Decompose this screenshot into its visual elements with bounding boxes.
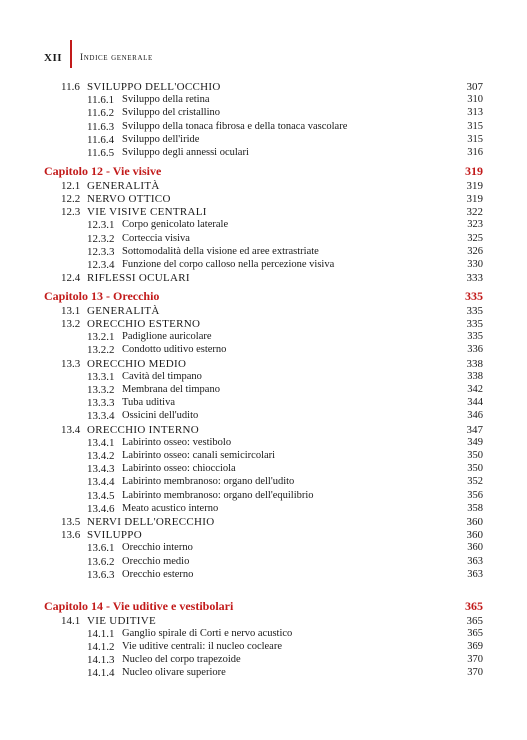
entry-title: Labirinto membranoso: organo dell'equilibrio (122, 489, 314, 501)
entry-title: Capitolo 14 - Vie uditive e vestibolari (44, 599, 234, 613)
subsection-entry (0, 568, 527, 582)
header-divider (70, 40, 72, 68)
entry-title: VIE UDITIVE (87, 614, 156, 627)
subsection-entry (0, 396, 527, 410)
entry-title: Orecchio esterno (122, 568, 194, 580)
entry-page-number: 346 (467, 410, 483, 422)
entry-number: 11.6.4 (87, 133, 115, 146)
entry-page-number: 365 (467, 627, 483, 639)
section-entry (0, 304, 527, 318)
section-entry (0, 528, 527, 542)
entry-number: 13.4.5 (87, 489, 115, 502)
entry-page-number: 352 (467, 476, 483, 488)
entry-number: 12.3.1 (87, 219, 115, 232)
subsection-entry (0, 555, 527, 569)
entry-page-number: 370 (467, 667, 483, 679)
entry-number: 12.1 (61, 179, 81, 192)
entry-number: 13.6.3 (87, 568, 115, 581)
entry-page-number: 342 (467, 384, 483, 395)
entry-number: 13.3 (61, 357, 81, 370)
entry-number: 13.6.2 (87, 555, 115, 568)
subsection-entry (0, 218, 527, 232)
entry-number: 13.3.3 (87, 397, 115, 410)
entry-title: Vie uditive centrali: il nucleo cocleare (122, 640, 283, 652)
subsection-entry (0, 330, 527, 344)
section-entry (0, 192, 527, 206)
entry-number: 13.6 (61, 529, 81, 542)
entry-title: Corteccia visiva (122, 232, 190, 244)
page-number: XII (44, 52, 63, 64)
entry-number: 11.6.2 (87, 107, 115, 120)
subsection-entry (0, 258, 527, 272)
entry-page-number: 349 (467, 436, 483, 448)
subsection-entry (0, 370, 527, 384)
entry-title: RIFLESSI OCULARI (87, 272, 190, 285)
entry-title: Condotto uditivo esterno (122, 344, 227, 356)
entry-number: 13.3.2 (87, 384, 115, 396)
entry-page-number: 356 (467, 489, 483, 501)
entry-page-number: 315 (467, 120, 483, 132)
entry-number: 13.4.2 (87, 450, 115, 462)
subsection-entry (0, 383, 527, 397)
entry-title: Sviluppo della tonaca fibrosa e della tonaca vascolare (122, 120, 348, 132)
subsection-entry (0, 640, 527, 654)
entry-title: Tuba uditiva (122, 397, 175, 409)
subsection-entry (0, 449, 527, 463)
entry-page-number: 365 (465, 599, 483, 613)
entry-title: Ossicini dell'udito (122, 410, 199, 422)
entry-title: SVILUPPO (87, 529, 142, 542)
running-title: Indice generale (80, 53, 153, 63)
entry-number: 14.1.1 (87, 627, 115, 640)
entry-page-number: 330 (467, 258, 483, 270)
entry-number: 11.6.3 (87, 120, 115, 133)
entry-page-number: 360 (466, 529, 483, 542)
chapter-heading (0, 289, 527, 303)
entry-number: 14.1.2 (87, 640, 115, 653)
entry-number: 12.2 (61, 192, 81, 205)
entry-number: 12.4 (61, 272, 81, 285)
entry-title: Sviluppo del cristallino (122, 107, 220, 119)
entry-number: 13.2 (61, 318, 81, 330)
entry-title: Nucleo olivare superiore (122, 667, 226, 679)
entry-number: 13.1 (61, 304, 81, 317)
entry-page-number: 315 (467, 133, 483, 145)
subsection-entry (0, 462, 527, 476)
section-entry (0, 271, 527, 285)
subsection-entry (0, 541, 527, 555)
entry-title: NERVI DELL'ORECCHIO (87, 516, 215, 528)
entry-title: Sviluppo dell'iride (122, 133, 200, 145)
entry-number: 13.6.1 (87, 542, 115, 555)
entry-page-number: 350 (467, 463, 483, 475)
subsection-entry (0, 409, 527, 423)
entry-title: Membrana del timpano (122, 384, 220, 395)
entry-page-number: 358 (467, 502, 483, 514)
entry-number: 13.5 (61, 516, 81, 528)
section-entry (0, 515, 527, 529)
entry-title: ORECCHIO ESTERNO (87, 318, 201, 330)
entry-page-number: 363 (467, 568, 483, 580)
entry-page-number: 360 (466, 516, 483, 528)
entry-page-number: 313 (467, 107, 483, 119)
entry-page-number: 347 (466, 423, 483, 436)
subsection-entry (0, 666, 527, 680)
entry-title: Cavità del timpano (122, 370, 202, 382)
section-entry (0, 357, 527, 371)
entry-page-number: 360 (467, 542, 483, 554)
subsection-entry (0, 343, 527, 357)
entry-title: Sviluppo della retina (122, 94, 210, 106)
entry-page-number: 335 (465, 289, 483, 304)
entry-title: Labirinto osseo: chiocciola (122, 463, 236, 475)
entry-number: 13.4.1 (87, 436, 115, 449)
section-entry (0, 179, 527, 193)
entry-page-number: 310 (467, 94, 483, 106)
section-entry (0, 423, 527, 437)
entry-title: Labirinto membranoso: organo dell'udito (122, 476, 295, 488)
subsection-entry (0, 245, 527, 259)
entry-title: Nucleo del corpo trapezoide (122, 654, 241, 666)
subsection-entry (0, 627, 527, 641)
entry-title: Capitolo 13 - Orecchio (44, 289, 160, 304)
subsection-entry (0, 133, 527, 147)
entry-title: Sottomodalità della visione ed aree extrastriate (122, 245, 319, 257)
entry-number: 13.2.1 (87, 331, 115, 344)
subsection-entry (0, 489, 527, 503)
entry-number: 11.6.5 (87, 147, 115, 159)
entry-number: 14.1 (61, 614, 81, 627)
entry-page-number: 335 (466, 304, 483, 317)
entry-title: GENERALITÀ (87, 179, 160, 192)
entry-title: SVILUPPO DELL'OCCHIO (87, 81, 221, 93)
entry-number: 14.1.3 (87, 654, 115, 667)
entry-title: Ganglio spirale di Corti e nervo acustico (122, 627, 293, 639)
entry-title: Padiglione auricolare (122, 331, 212, 343)
entry-title: VIE VISIVE CENTRALI (87, 206, 207, 219)
entry-page-number: 335 (466, 318, 483, 330)
entry-page-number: 322 (466, 206, 483, 219)
subsection-entry (0, 475, 527, 489)
entry-page-number: 369 (467, 640, 483, 652)
entry-page-number: 365 (466, 614, 483, 627)
subsection-entry (0, 502, 527, 516)
entry-title: Funzione del corpo calloso nella percezione visiva (122, 258, 335, 270)
entry-title: Capitolo 12 - Vie visive (44, 164, 162, 179)
entry-number: 14.1.4 (87, 667, 115, 680)
entry-page-number: 344 (467, 397, 483, 409)
entry-page-number: 333 (466, 272, 483, 285)
entry-number: 13.4.6 (87, 502, 115, 515)
section-entry (0, 80, 527, 94)
entry-title: Labirinto osseo: vestibolo (122, 436, 232, 448)
entry-page-number: 323 (467, 219, 483, 231)
entry-number: 13.2.2 (87, 344, 115, 357)
subsection-entry (0, 436, 527, 450)
entry-number: 12.3.2 (87, 232, 115, 245)
entry-page-number: 319 (465, 164, 483, 179)
entry-number: 12.3 (61, 206, 81, 219)
entry-title: NERVO OTTICO (87, 192, 171, 205)
entry-title: Corpo genicolato laterale (122, 219, 229, 231)
subsection-entry (0, 653, 527, 667)
entry-title: GENERALITÀ (87, 304, 160, 317)
entry-number: 12.3.4 (87, 258, 115, 271)
subsection-entry (0, 120, 527, 134)
entry-page-number: 316 (467, 147, 483, 158)
entry-page-number: 326 (467, 245, 483, 257)
entry-page-number: 335 (467, 331, 483, 343)
entry-title: Orecchio interno (122, 542, 193, 554)
chapter-heading (0, 599, 527, 613)
entry-title: Sviluppo degli annessi oculari (122, 147, 249, 158)
entry-number: 13.3.1 (87, 370, 115, 383)
entry-number: 12.3.3 (87, 245, 115, 258)
subsection-entry (0, 106, 527, 120)
entry-page-number: 319 (466, 179, 483, 192)
entry-title: Labirinto osseo: canali semicircolari (122, 450, 276, 461)
entry-page-number: 325 (467, 232, 483, 244)
entry-title: ORECCHIO INTERNO (87, 423, 200, 436)
chapter-heading (0, 164, 527, 178)
entry-number: 13.4.3 (87, 463, 115, 476)
subsection-entry (0, 232, 527, 246)
entry-page-number: 370 (467, 654, 483, 666)
section-entry (0, 614, 527, 628)
entry-page-number: 363 (467, 555, 483, 567)
entry-page-number: 338 (466, 357, 483, 370)
entry-number: 13.3.4 (87, 410, 115, 423)
entry-number: 13.4.4 (87, 476, 115, 489)
section-entry (0, 317, 527, 331)
section-entry (0, 205, 527, 219)
entry-title: Orecchio medio (122, 555, 190, 567)
subsection-entry (0, 146, 527, 160)
entry-title: Meato acustico interno (122, 502, 219, 514)
entry-number: 13.4 (61, 423, 81, 436)
entry-page-number: 350 (467, 450, 483, 461)
entry-title: ORECCHIO MEDIO (87, 357, 187, 370)
subsection-entry (0, 93, 527, 107)
entry-page-number: 319 (466, 192, 483, 205)
entry-page-number: 338 (467, 370, 483, 382)
entry-page-number: 336 (467, 344, 483, 356)
entry-number: 11.6.1 (87, 94, 115, 107)
entry-page-number: 307 (466, 81, 483, 93)
entry-number: 11.6 (61, 81, 80, 93)
